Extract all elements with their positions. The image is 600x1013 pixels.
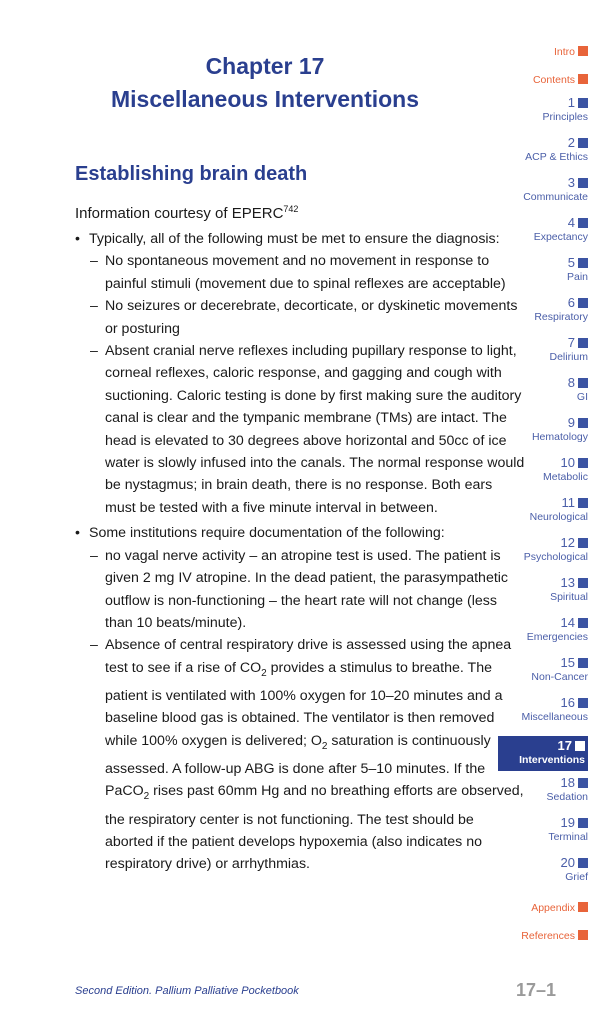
tab-number: 18 <box>560 775 575 790</box>
tab-number: 16 <box>560 695 575 710</box>
tab-number: 5 <box>567 255 575 270</box>
tab-chapter-16[interactable] <box>498 696 588 736</box>
tab-number: 14 <box>560 615 575 630</box>
tab-label: GI <box>576 391 588 403</box>
sub-bullet-text: No spontaneous movement and no movement in response to painful stimuli (movement due to spinal reflexes are acceptable) <box>105 253 506 292</box>
tab-marker-icon <box>578 218 588 228</box>
tab-marker-icon <box>578 378 588 388</box>
tab-label: Psychological <box>523 551 588 563</box>
tab-marker-icon <box>578 618 588 628</box>
sub-bullet-item: – No seizures or decerebrate, decorticate, or dyskinetic movements or posturing <box>90 298 518 337</box>
tab-label: Communicate <box>523 191 588 203</box>
tab-marker-icon <box>578 298 588 308</box>
source-text: Information courtesy of EPERC <box>75 205 284 222</box>
tab-chapter-19[interactable] <box>498 816 588 856</box>
tab-number: 11 <box>561 495 575 510</box>
tab-number: 3 <box>567 175 575 190</box>
tab-label: ACP & Ethics <box>525 151 588 163</box>
chapter-name: Miscellaneous Interventions <box>110 86 420 112</box>
tab-number: 2 <box>567 135 575 150</box>
tab-label: Miscellaneous <box>521 711 588 723</box>
tab-marker-icon <box>578 418 588 428</box>
tab-marker-icon <box>578 338 588 348</box>
tab-label: Expectancy <box>533 231 588 243</box>
sub-bullet-text: no vagal nerve activity – an atropine test is used. The patient is given 2 mg IV atropine. In the dead patient, the parasympathetic outflow is non-functioning – the heart rate will not change (less than 10 beats/minute). <box>105 547 509 631</box>
tab-chapter-4[interactable] <box>498 216 588 256</box>
tab-chapter-5[interactable] <box>498 256 588 296</box>
tab-marker-icon <box>578 818 588 828</box>
tab-chapter-6[interactable] <box>498 296 588 336</box>
bullet-text: Some institutions require documentation of the following: <box>89 525 445 542</box>
tab-marker-icon <box>578 578 588 588</box>
tab-label: Delirium <box>549 351 588 363</box>
sub-bullet-item: – Absence of central respiratory drive is assessed using the apnea test to see if a rise of $CO_2$ provides a stimulus to breathe. The patient is ventilated with 100% oxygen for 10–20 minutes and a baseline blood gas is obtained. The ventilator is then removed while 100% oxygen is delivered; $O_2$ saturation is continuously assessed. A follow-up ABG is done after 5–10 minutes. If the PaCO$_2$ rises past 60mm Hg and no breathing efforts are observed, the respiratory center is not functioning. The test should be aborted if the patient develops hypoxemia (also indicates no respiratory drive) or arrhythmias. <box>90 637 524 873</box>
tab-chapter-9[interactable] <box>498 416 588 456</box>
chapter-tabs <box>498 40 588 952</box>
section-heading: Establishing brain death <box>75 163 308 185</box>
tab-number: 15 <box>560 655 575 670</box>
tab-marker-icon <box>578 498 588 508</box>
tab-number: 17 <box>557 738 572 753</box>
tab-number: 13 <box>560 575 575 590</box>
bullet-item: • Typically, all of the following must be met to ensure the diagnosis: <box>75 231 500 247</box>
tab-chapter-13[interactable] <box>498 576 588 616</box>
sub-bullet-text: No seizures or decerebrate, decorticate, or dyskinetic movements or posturing <box>105 298 518 337</box>
tab-marker-icon <box>578 858 588 868</box>
tab-label: Hematology <box>531 431 588 443</box>
tab-number: 7 <box>567 335 575 350</box>
tab-marker-icon <box>578 698 588 708</box>
tab-chapter-2[interactable] <box>498 136 588 176</box>
tab-references[interactable]: References <box>498 924 588 952</box>
tab-chapter-10[interactable] <box>498 456 588 496</box>
tab-marker-icon <box>578 458 588 468</box>
tab-chapter-3[interactable] <box>498 176 588 216</box>
tab-number: 8 <box>567 375 575 390</box>
tab-appendix[interactable]: Appendix <box>498 896 588 924</box>
tab-label: Neurological <box>529 511 588 523</box>
tab-chapter-14[interactable] <box>498 616 588 656</box>
sub-bullet-item: – Absent cranial nerve reflexes including pupillary response to light, corneal reflexes, caloric response, and gagging and cough with suctioning. Caloric testing is done by first making sure the auditory canal is clear and the tympanic membrane (TMs) are intact. The head is elevated to 30 degrees above horizontal and 50cc of ice water is slowly infused into the canals. The normal response would be nystagmus; in brain death, there is no response. Both ears must be tested with a five minute interval in between. <box>90 343 525 516</box>
tab-label: Spiritual <box>550 591 588 603</box>
tab-chapter-20[interactable] <box>498 856 588 896</box>
tab-marker-icon <box>578 138 588 148</box>
tab-number: 4 <box>567 215 575 230</box>
tab-number: 1 <box>567 95 575 110</box>
tab-label: Metabolic <box>543 471 588 483</box>
bullet-text: Typically, all of the following must be met to ensure the diagnosis: <box>89 231 500 247</box>
sub-bullet-item: – no vagal nerve activity – an atropine test is used. The patient is given 2 mg IV atropine. In the dead patient, the parasympathetic outflow is non-functioning – the heart rate will not change (less than 10 beats/minute). <box>90 547 509 631</box>
tab-label: Emergencies <box>526 631 588 643</box>
tab-number: 9 <box>567 415 575 430</box>
tab-marker-icon <box>578 930 588 940</box>
tab-marker-icon <box>578 258 588 268</box>
sub-bullet-item: – No spontaneous movement and no movement in response to painful stimuli (movement due to spinal reflexes are acceptable) <box>90 253 506 292</box>
tab-contents[interactable]: Contents <box>498 68 588 96</box>
tab-label: Pain <box>566 271 588 283</box>
page-number: 17–1 <box>515 980 556 1000</box>
sub-bullet-text: Absent cranial nerve reflexes including pupillary response to light, corneal reflexes, caloric response, and gagging and cough with suctioning. Caloric testing is done by first making sure the auditory canal is clear and the tympanic membrane (TMs) are intact. The head is elevated to 30 degrees above horizontal and 50cc of ice water is slowly infused into the canals. The normal response would be nystagmus; in brain death, there is no response. Both ears must be tested with a five minute interval in between. <box>105 343 525 516</box>
tab-marker-icon <box>578 74 588 84</box>
tab-chapter-18[interactable] <box>498 776 588 816</box>
sub-bullet-text: Absence of central respiratory drive is assessed using the apnea test to see if a rise of $CO_2$ provides a stimulus to breathe. The patient is ventilated with 100% oxygen for 10–20 minutes and a baseline blood gas is obtained. The ventilator is then removed while 100% oxygen is delivered; $O_2$ saturation is continuously assessed. A follow-up ABG is done after 5–10 minutes. If the PaCO$_2$ rises past 60mm Hg and no breathing efforts are observed, the respiratory center is not functioning. The test should be aborted if the patient develops hypoxemia (also indicates no respiratory drive) or arrhythmias. <box>105 637 524 873</box>
tab-label: Principles <box>542 111 588 123</box>
tab-chapter-8[interactable] <box>498 376 588 416</box>
tab-chapter-1[interactable] <box>498 96 588 136</box>
tab-marker-icon <box>578 538 588 548</box>
tab-label: Grief <box>565 871 588 883</box>
tab-marker-icon <box>578 778 588 788</box>
source-line <box>75 198 525 225</box>
tab-chapter-11[interactable] <box>498 496 588 536</box>
tab-label: Interventions <box>519 754 585 766</box>
footer-book-title: Second Edition. Pallium Palliative Pocketbook <box>75 985 299 997</box>
bullet-item: • Some institutions require documentation of the following: <box>75 525 445 542</box>
tab-number: 10 <box>560 455 575 470</box>
tab-marker-icon <box>578 178 588 188</box>
tab-marker-icon <box>578 98 588 108</box>
tab-marker-icon <box>578 902 588 912</box>
tab-number: 12 <box>560 535 575 550</box>
tab-number: 19 <box>560 815 575 830</box>
tab-label: Respiratory <box>534 311 588 323</box>
tab-intro[interactable]: Intro <box>498 40 588 68</box>
tab-chapter-12[interactable] <box>498 536 588 576</box>
tab-marker-icon <box>575 741 585 751</box>
tab-marker-icon <box>578 46 588 56</box>
chapter-title <box>40 50 490 116</box>
tab-number: 20 <box>560 855 575 870</box>
source-reference: 742 <box>283 204 299 214</box>
tab-label: Terminal <box>548 831 588 843</box>
tab-label: Non-Cancer <box>531 671 588 683</box>
tab-number: 6 <box>567 295 575 310</box>
tab-chapter-17[interactable] <box>498 736 588 771</box>
tab-label: Sedation <box>546 791 588 803</box>
main-content <box>75 160 525 876</box>
tab-chapter-15[interactable] <box>498 656 588 696</box>
tab-chapter-7[interactable] <box>498 336 588 376</box>
tab-marker-icon <box>578 658 588 668</box>
chapter-number: Chapter 17 <box>205 53 325 79</box>
